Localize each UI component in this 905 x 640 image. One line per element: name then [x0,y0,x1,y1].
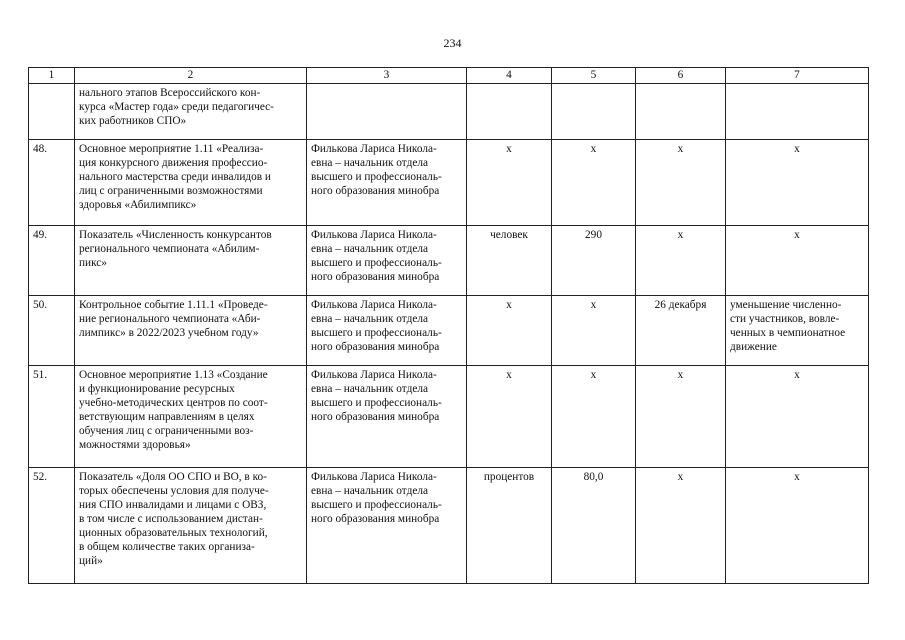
table-row [29,226,869,296]
date-cell: х [636,366,726,468]
table-row [29,296,869,366]
responsible-cell-line: евна – начальник отдела [311,243,429,255]
responsible-cell [307,468,467,584]
column-header: 4 [467,68,552,84]
date-cell: 26 декабря [636,296,726,366]
table-body [29,68,869,584]
effect-cell [726,468,869,584]
responsible-cell-line: евна – начальник отдела [311,313,429,325]
value-cell: 80,0 [552,468,636,584]
event-cell-line: здоровья «Абилимпикс» [79,199,197,211]
responsible-cell [307,140,467,226]
event-cell-line: ких работников СПО» [79,115,187,127]
responsible-cell-line: высшего и профессиональ- [311,171,442,183]
page-number: 234 [443,36,462,50]
effect-cell [726,296,869,366]
column-header: 6 [636,68,726,84]
event-cell-line: в том числе с использованием дистан- [79,513,263,525]
event-cell-line: курса «Мастер года» среди педагогичес- [79,101,274,113]
event-cell-line: можностями здоровья» [79,439,191,451]
row-number-cell: 48. [29,140,75,226]
row-number-cell: 52. [29,468,75,584]
event-cell-line: Контрольное событие 1.11.1 «Проведе- [79,299,268,311]
table-row [29,366,869,468]
event-cell-line: лиц с ограниченными возможностями [79,185,263,197]
effect-cell-line: х [794,143,800,155]
responsible-cell-line: высшего и профессиональ- [311,327,442,339]
table-header-row [29,68,869,84]
responsible-cell-line: ного образования минобра [311,271,440,283]
event-cell-line: Основное мероприятие 1.13 «Создание [79,369,268,381]
event-cell-line: ветствующим направлениям в целях [79,411,255,423]
responsible-cell-line: Филькова Лариса Никола- [311,229,437,241]
responsible-cell-line: Филькова Лариса Никола- [311,299,437,311]
responsible-cell-line: евна – начальник отдела [311,383,429,395]
effect-cell [726,140,869,226]
effect-cell-line: ченных в чемпионатное [730,327,846,339]
event-cell-line: ция конкурсного движения профессио- [79,157,268,169]
event-cell-line: лимпикс» в 2022/2023 учебном году» [79,327,259,339]
column-header: 3 [307,68,467,84]
date-cell: х [636,226,726,296]
event-cell [75,84,307,140]
event-cell-line: Основное мероприятие 1.11 «Реализа- [79,143,264,155]
event-cell-line: регионального чемпионата «Абилим- [79,243,260,255]
unit-cell: х [467,140,552,226]
row-number-cell: 50. [29,296,75,366]
responsible-cell-line: евна – начальник отдела [311,157,429,169]
responsible-cell-line: ного образования минобра [311,411,440,423]
effect-cell-line: х [794,369,800,381]
table-row [29,468,869,584]
event-cell-line: ние регионального чемпионата «Аби- [79,313,261,325]
event-cell-line: ния СПО инвалидами и лицами с ОВЗ, [79,499,267,511]
event-cell [75,226,307,296]
measures-table [28,67,869,584]
responsible-cell-line: высшего и профессиональ- [311,397,442,409]
column-header: 2 [75,68,307,84]
effect-cell [726,84,869,140]
responsible-cell-line: высшего и профессиональ- [311,499,442,511]
event-cell-line: ционных образовательных технологий, [79,527,268,539]
event-cell-line: Показатель «Доля ОО СПО и ВО, в ко- [79,471,267,483]
value-cell: х [552,140,636,226]
responsible-cell [307,226,467,296]
event-cell-line: и функционирование ресурсных [79,383,235,395]
value-cell: х [552,296,636,366]
unit-cell: х [467,296,552,366]
row-number-cell [29,84,75,140]
table-row [29,140,869,226]
effect-cell-line: движение [730,341,777,353]
effect-cell-line: х [794,229,800,241]
responsible-cell-line: ного образования минобра [311,341,440,353]
date-cell: х [636,468,726,584]
date-cell [636,84,726,140]
event-cell [75,140,307,226]
date-cell: х [636,140,726,226]
row-number-cell: 51. [29,366,75,468]
responsible-cell-line: ного образования минобра [311,513,440,525]
event-cell-line: в общем количестве таких организа- [79,541,255,553]
responsible-cell-line: высшего и профессиональ- [311,257,442,269]
effect-cell-line: уменьшение численно- [730,299,842,311]
value-cell: 290 [552,226,636,296]
unit-cell: процентов [467,468,552,584]
responsible-cell-line: евна – начальник отдела [311,485,429,497]
value-cell: х [552,366,636,468]
event-cell-line: учебно-методических центров по соот- [79,397,268,409]
event-cell-line: ций» [79,555,103,567]
unit-cell: х [467,366,552,468]
responsible-cell [307,84,467,140]
responsible-cell-line: Филькова Лариса Никола- [311,471,437,483]
event-cell [75,296,307,366]
row-number-cell: 49. [29,226,75,296]
effect-cell-line: сти участников, вовле- [730,313,840,325]
unit-cell: человек [467,226,552,296]
table-row [29,84,869,140]
effect-cell-line: х [794,471,800,483]
value-cell [552,84,636,140]
column-header: 1 [29,68,75,84]
event-cell-line: пикс» [79,257,107,269]
event-cell-line: обучения лиц с ограниченными воз- [79,425,254,437]
effect-cell [726,366,869,468]
responsible-cell [307,366,467,468]
event-cell-line: нального этапов Всероссийского кон- [79,87,261,99]
column-header: 7 [726,68,869,84]
responsible-cell-line: ного образования минобра [311,185,440,197]
effect-cell [726,226,869,296]
column-header: 5 [552,68,636,84]
unit-cell [467,84,552,140]
responsible-cell [307,296,467,366]
event-cell-line: нального мастерства среди инвалидов и [79,171,271,183]
event-cell [75,468,307,584]
responsible-cell-line: Филькова Лариса Никола- [311,143,437,155]
event-cell [75,366,307,468]
event-cell-line: торых обеспечены условия для получе- [79,485,269,497]
responsible-cell-line: Филькова Лариса Никола- [311,369,437,381]
event-cell-line: Показатель «Численность конкурсантов [79,229,272,241]
